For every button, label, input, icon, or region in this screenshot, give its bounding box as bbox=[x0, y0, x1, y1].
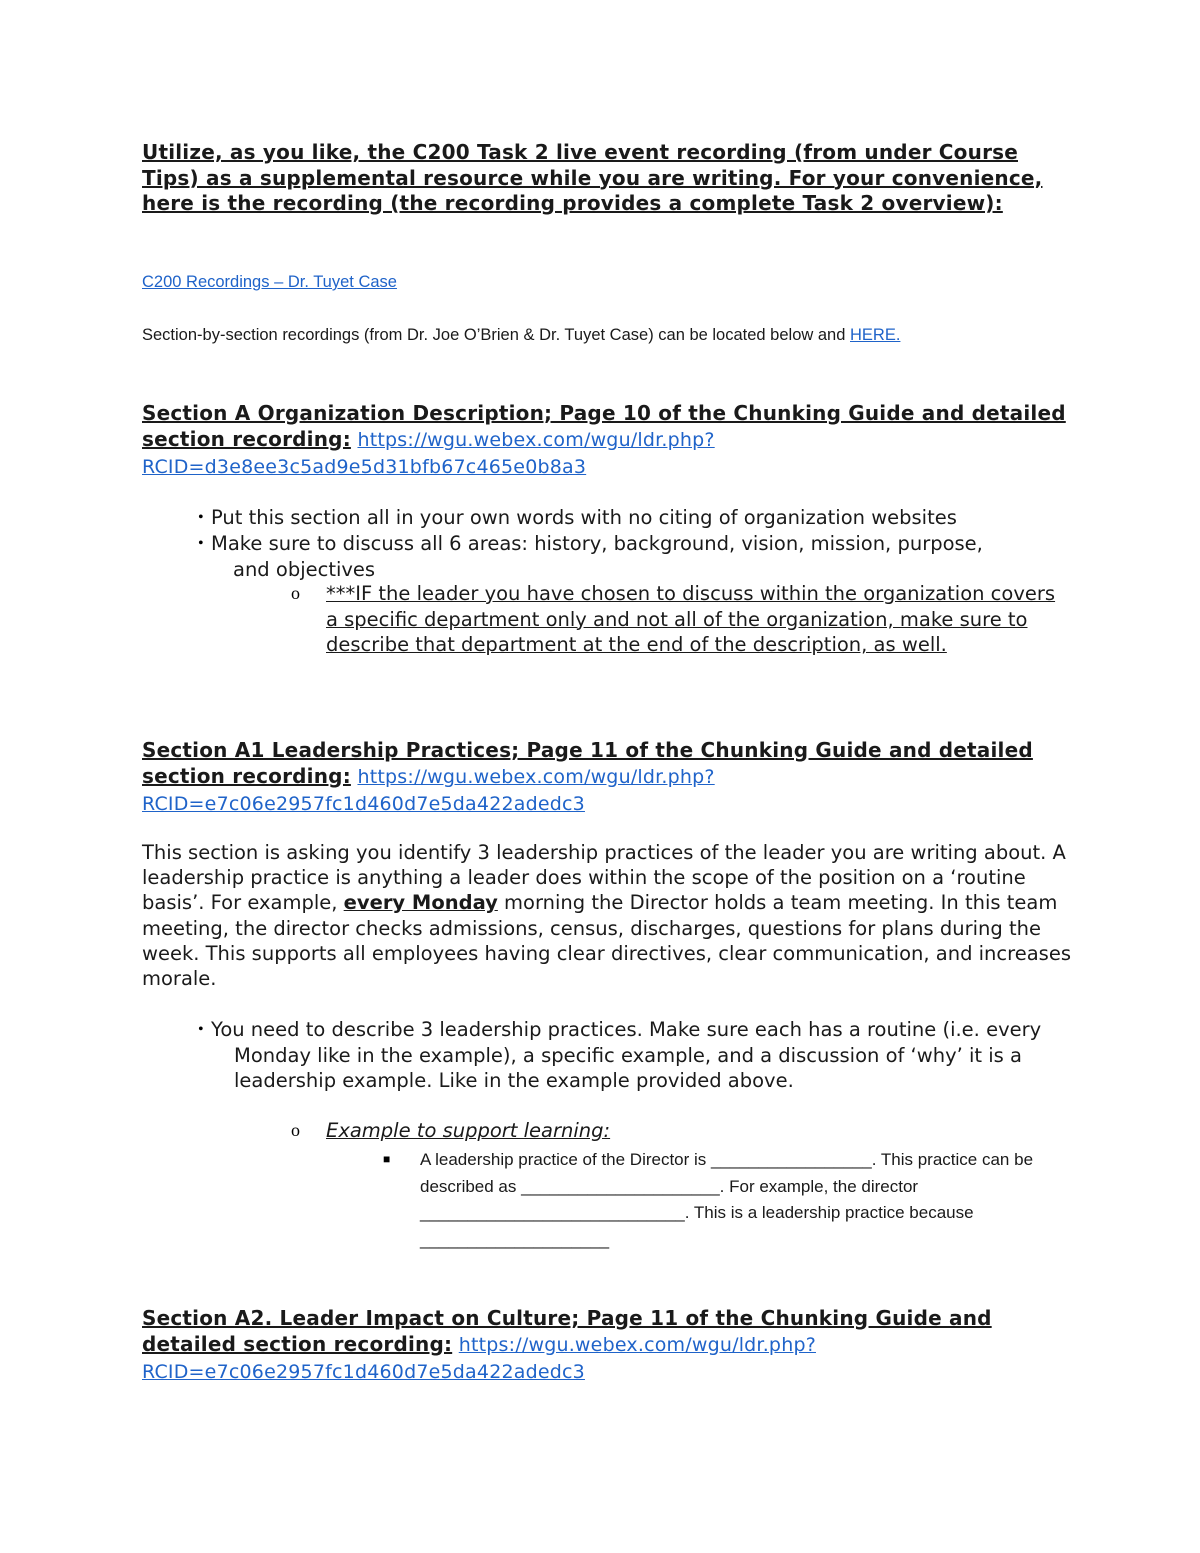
section-a-heading bbox=[142, 400, 1082, 480]
recording-link-line bbox=[142, 273, 1082, 292]
section-a2-heading bbox=[142, 1305, 1082, 1385]
section-a1-heading bbox=[142, 737, 1082, 817]
bullet-icon: • bbox=[198, 535, 204, 552]
section-a1-sub-bullet: Example to support learning: bbox=[326, 1119, 611, 1142]
fill-in-example: A leadership practice of the Director is _________________. This practice can be described as _____________________. For example, the director ____________________________. This is a leadership practice because ____________________ bbox=[420, 1150, 1034, 1249]
section-a1-title: Section A1 Leadership Practices; Page 11 of the Chunking Guide and detailed section recording: bbox=[142, 738, 1033, 788]
section-a1-url[interactable]: https://wgu.webex.com/wgu/ldr.php?RCID=e7c06e2957fc1d460d7e5da422adedc3 bbox=[142, 766, 715, 815]
section-a-sub-bullet: ***IF the leader you have chosen to discuss within the organization covers a specific department only and not all of the organization, make sure to describe that department at the end of the description, as well. bbox=[326, 582, 1056, 656]
sub-bullet-icon: o bbox=[291, 583, 300, 603]
sub-bullet-icon: o bbox=[291, 1120, 300, 1140]
paragraph-text-start: This section is asking you identify 3 leadership practices of the leader you are writing about. A leadership practice is anything a leader does within the scope of the position on a ‘routine basis’. For example, bbox=[142, 841, 1066, 915]
section-a1-bullet bbox=[211, 1017, 1061, 1094]
section-a-title: Section A Organization Description; Page 10 of the Chunking Guide and detailed section recording: bbox=[142, 401, 1066, 451]
section-a-bullet-2 bbox=[211, 531, 1001, 582]
section-a-url[interactable]: https://wgu.webex.com/wgu/ldr.php?RCID=d3e8ee3c5ad9e5d31bfb67c465e0b8a3 bbox=[142, 429, 715, 478]
c200-recordings-link[interactable]: C200 Recordings – Dr. Tuyet Case bbox=[142, 273, 397, 291]
section-a2-url[interactable]: https://wgu.webex.com/wgu/ldr.php?RCID=e7c06e2957fc1d460d7e5da422adedc3 bbox=[142, 1334, 816, 1383]
section-a1-bullet-text: You need to describe 3 leadership practices. Make sure each has a routine (i.e. every Monday like in the example), a specific example, and a discussion of ‘why’ it is a leadership example. Like in the example provided above. bbox=[211, 1018, 1042, 1092]
intro-paragraph: Utilize, as you like, the C200 Task 2 live event recording (from under Course Tips) as a supplemental resource while you are writing. For your convenience, here is the recording (the recording provides a complete Task 2 overview): bbox=[142, 140, 1043, 215]
section-a-bullet-1: Put this section all in your own words with no citing of organization websites bbox=[211, 506, 957, 529]
section-recordings-line bbox=[142, 326, 1082, 345]
bullet-icon: • bbox=[198, 1021, 204, 1038]
every-monday-emphasis: every Monday bbox=[343, 891, 498, 915]
section-a-bullet-2-text: Make sure to discuss all 6 areas: history, background, vision, mission, purpose, and objectives bbox=[211, 532, 983, 581]
bullet-icon: • bbox=[198, 509, 204, 526]
section-recordings-text: Section-by-section recordings (from Dr. Joe O’Brien & Dr. Tuyet Case) can be located below and bbox=[142, 326, 850, 344]
square-bullet-icon: ■ bbox=[383, 1152, 391, 1166]
section-a2-title: Section A2. Leader Impact on Culture; Page 11 of the Chunking Guide and detailed section recording: bbox=[142, 1306, 992, 1356]
here-link[interactable]: HERE. bbox=[850, 326, 901, 344]
paragraph-text-end: morning the Director holds a team meeting. In this team meeting, the director checks admissions, census, discharges, questions for plans during the week. This supports all employees having clear directives, clear communication, and increases morale. bbox=[142, 891, 1071, 991]
section-a1-paragraph bbox=[142, 840, 1082, 991]
